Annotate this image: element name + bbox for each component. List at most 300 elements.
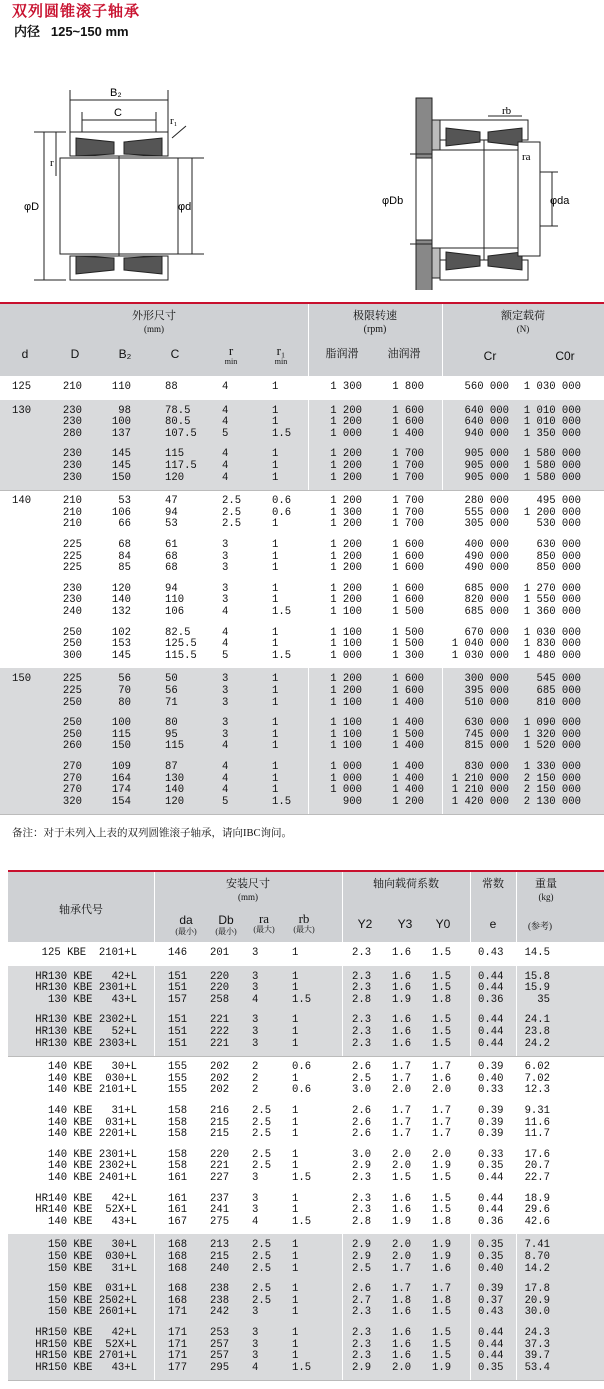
table-cell: 168 bbox=[168, 1294, 188, 1307]
table-cell: 1 200 bbox=[330, 582, 362, 595]
group-speed: 极限转速 (rpm) bbox=[353, 310, 397, 335]
table-cell: 1 800 bbox=[392, 381, 424, 393]
table-cell: 1 100 bbox=[330, 626, 362, 639]
table-cell: 242 bbox=[210, 1306, 230, 1319]
table-cell: 1 100 bbox=[330, 740, 362, 753]
table-cell: 2.3 bbox=[352, 1350, 372, 1363]
table-cell: 495 000 bbox=[536, 495, 581, 508]
table-cell: 820 000 bbox=[464, 594, 509, 607]
table-cell: 100 bbox=[111, 717, 131, 730]
mounting-table bbox=[0, 870, 604, 1389]
table-cell: 94 bbox=[165, 506, 178, 519]
table-cell: 3 bbox=[222, 685, 229, 697]
col-ref: (参考) bbox=[528, 921, 552, 931]
table-cell: 1 bbox=[292, 1204, 299, 1217]
table-cell: 1 bbox=[272, 696, 279, 709]
table-cell: 2.5 bbox=[252, 1294, 272, 1307]
table-cell: 830 000 bbox=[464, 761, 509, 773]
table-cell: 0.44 bbox=[478, 1037, 504, 1050]
col-Cr: Cr bbox=[483, 349, 497, 363]
table-cell: 130 bbox=[165, 772, 185, 785]
table-cell: 120 bbox=[111, 582, 131, 595]
table-cell: 3 bbox=[222, 728, 229, 741]
table-cell: 1 bbox=[292, 1148, 299, 1161]
mounting-table-header bbox=[8, 870, 604, 942]
table-cell: 140 KBE 2201+L bbox=[47, 1128, 137, 1141]
table-cell: 18.9 bbox=[524, 1192, 550, 1205]
table-cell: 84 bbox=[118, 550, 131, 563]
table-cell: 132 bbox=[111, 606, 131, 618]
table-cell: 80 bbox=[118, 696, 131, 709]
table-cell: 1.7 bbox=[392, 1262, 412, 1275]
table-cell: 0.6 bbox=[272, 495, 292, 508]
table-cell: 4 bbox=[222, 740, 229, 753]
table-cell: 1 500 bbox=[392, 626, 424, 639]
table-cell: HR130 KBE 52+L bbox=[35, 1026, 137, 1038]
table-cell: 154 bbox=[111, 795, 131, 808]
table-cell: 1.9 bbox=[432, 1251, 452, 1263]
col-Db: Db (最小) bbox=[215, 913, 237, 936]
table-cell: 1.5 bbox=[432, 1204, 452, 1217]
table-cell: 1 bbox=[292, 1262, 299, 1275]
table-cell: 2.5 bbox=[252, 1148, 272, 1161]
table-cell: 1 bbox=[272, 416, 279, 429]
table-cell: 490 000 bbox=[464, 562, 509, 575]
table-cell: 225 bbox=[62, 539, 82, 551]
col-da: da (最小) bbox=[175, 913, 197, 936]
table-cell: 0.39 bbox=[478, 1105, 504, 1117]
table-cell: 850 000 bbox=[536, 562, 581, 575]
table-cell: 2.5 bbox=[222, 518, 242, 531]
table-cell: 140 KBE 031+L bbox=[47, 1116, 137, 1129]
table-cell: 3 bbox=[252, 982, 259, 995]
table-cell: 280 bbox=[62, 427, 82, 440]
table-cell: 3 bbox=[252, 1014, 259, 1027]
table-cell: 150 bbox=[111, 471, 131, 484]
table-cell: 250 bbox=[62, 638, 82, 651]
table-cell: 1.5 bbox=[432, 947, 452, 959]
table-cell: 1 bbox=[272, 550, 279, 563]
table-cell: 1 200 bbox=[330, 594, 362, 607]
table-cell: 2.9 bbox=[352, 1361, 372, 1374]
group-weight: 重量 (kg) bbox=[535, 878, 557, 902]
table-cell: 1.7 bbox=[392, 1128, 412, 1141]
table-cell: 1.7 bbox=[392, 1105, 412, 1117]
col-Y0: Y0 bbox=[435, 917, 451, 931]
group-load: 额定载荷 (N) bbox=[501, 310, 545, 334]
table-cell: 3 bbox=[252, 1204, 259, 1217]
table-cell: 109 bbox=[111, 761, 131, 773]
table-cell: 0.39 bbox=[478, 1061, 504, 1074]
table-cell: 125.5 bbox=[165, 638, 197, 651]
table-cell: 56 bbox=[118, 673, 131, 686]
table-cell: 1.7 bbox=[432, 1283, 452, 1296]
table-cell: 2.5 bbox=[352, 1072, 372, 1085]
table-cell: 1 700 bbox=[392, 448, 424, 461]
table-cell: 225 bbox=[62, 550, 82, 563]
table-cell: 168 bbox=[168, 1283, 188, 1296]
table-cell: 151 bbox=[168, 970, 188, 983]
table-cell: 2.3 bbox=[352, 1327, 372, 1339]
table-cell: 164 bbox=[111, 772, 131, 785]
table-cell: 2.5 bbox=[252, 1105, 272, 1117]
table-cell: 158 bbox=[168, 1128, 188, 1141]
table-cell: 1 bbox=[292, 1306, 299, 1319]
table-cell: 2.5 bbox=[252, 1116, 272, 1129]
table-cell: 1 030 000 bbox=[523, 381, 581, 393]
table-cell: 1 600 bbox=[392, 539, 424, 551]
table-cell: 905 000 bbox=[464, 460, 509, 472]
table-cell: 4 bbox=[252, 1215, 259, 1228]
table-cell: 1 700 bbox=[392, 460, 424, 472]
table-cell: 145 bbox=[111, 448, 131, 461]
table-cell: 0.33 bbox=[478, 1084, 504, 1097]
table-cell: 130 KBE 43+L bbox=[47, 993, 137, 1006]
table-cell: 1 200 bbox=[330, 562, 362, 575]
table-cell: 3 bbox=[222, 562, 229, 575]
table-cell: 1 700 bbox=[392, 471, 424, 484]
bore-value: 125~150 mm bbox=[50, 24, 129, 39]
table-cell: 1.7 bbox=[392, 1283, 412, 1296]
table-cell: 1.6 bbox=[392, 947, 412, 959]
table-cell: 71 bbox=[165, 696, 178, 709]
table-cell: 12.3 bbox=[524, 1084, 550, 1097]
table-cell: 5 bbox=[222, 649, 229, 662]
table-cell: 257 bbox=[210, 1350, 230, 1363]
table-cell: 53.4 bbox=[524, 1361, 550, 1374]
group-const: 常数 bbox=[482, 878, 504, 890]
table-cell: 4 bbox=[222, 638, 229, 651]
table-cell: 1 360 000 bbox=[523, 606, 581, 618]
table-cell: 171 bbox=[168, 1350, 188, 1363]
table-cell: 1.5 bbox=[432, 1350, 452, 1363]
table-cell: 4 bbox=[222, 606, 229, 618]
table-cell: 210 bbox=[62, 506, 82, 519]
table-cell: 0.39 bbox=[478, 1128, 504, 1141]
table-cell: 745 000 bbox=[464, 728, 509, 741]
table-cell: HR140 KBE 42+L bbox=[35, 1192, 137, 1205]
table-cell: 168 bbox=[168, 1239, 188, 1252]
table-cell: 4 bbox=[252, 1361, 259, 1374]
table-cell: 810 000 bbox=[536, 696, 581, 709]
table-cell: 4 bbox=[222, 761, 229, 773]
table-cell: 685 000 bbox=[464, 582, 509, 595]
table-cell: 1 200 bbox=[330, 404, 362, 417]
dim-rb-label: rb bbox=[502, 105, 512, 117]
table-cell: 1 bbox=[272, 562, 279, 575]
table-cell: 2 130 000 bbox=[523, 795, 581, 808]
table-cell: 0.36 bbox=[478, 1215, 504, 1228]
table-cell: 560 000 bbox=[464, 381, 509, 393]
table-cell: 230 bbox=[62, 460, 82, 472]
table-cell: 3 bbox=[222, 582, 229, 595]
table-cell: 1.7 bbox=[432, 1116, 452, 1129]
table-cell: 161 bbox=[168, 1204, 188, 1217]
table-cell: 171 bbox=[168, 1338, 188, 1351]
table-cell: 2.0 bbox=[392, 1148, 412, 1161]
table-cell: 1 200 bbox=[330, 495, 362, 508]
table-cell: 1 bbox=[272, 539, 279, 551]
table-cell: 1 520 000 bbox=[523, 740, 581, 753]
table-cell: 150 KBE 30+L bbox=[47, 1239, 137, 1252]
table-cell: 24.3 bbox=[524, 1327, 550, 1339]
table-cell: 171 bbox=[168, 1306, 188, 1319]
table-cell: 1.5 bbox=[432, 1306, 452, 1319]
table-cell: 3.0 bbox=[352, 1148, 372, 1161]
table-cell: 1 500 bbox=[392, 606, 424, 618]
table-cell: 1.6 bbox=[392, 1327, 412, 1339]
table-cell: 88 bbox=[165, 381, 178, 393]
table-cell: 2.3 bbox=[352, 982, 372, 995]
table-cell: 106 bbox=[111, 506, 131, 519]
table-cell: 155 bbox=[168, 1061, 188, 1074]
table-cell: HR130 KBE 2302+L bbox=[35, 1014, 137, 1027]
row-group-shade bbox=[0, 400, 604, 491]
table-cell: 0.37 bbox=[478, 1294, 504, 1307]
table-cell: 3 bbox=[252, 1172, 259, 1184]
table-cell: 1 bbox=[292, 1072, 299, 1085]
table-cell: 0.44 bbox=[478, 1338, 504, 1351]
table-cell: 1 210 000 bbox=[451, 772, 509, 785]
table-cell: 2.6 bbox=[352, 1116, 372, 1129]
table-cell: 0.39 bbox=[478, 1116, 504, 1129]
table-cell: 305 000 bbox=[464, 518, 509, 531]
table-cell: 2.7 bbox=[352, 1294, 372, 1307]
table-cell: 53 bbox=[118, 495, 131, 508]
table-cell: 2.0 bbox=[392, 1361, 412, 1374]
table-cell: 253 bbox=[210, 1327, 230, 1339]
table-cell: 1 bbox=[292, 1037, 299, 1050]
table-cell: 1 000 bbox=[330, 649, 362, 662]
table-cell: 1 200 bbox=[330, 471, 362, 484]
table-cell: 1.5 bbox=[272, 795, 292, 808]
dim-ra-label: ra bbox=[522, 151, 531, 163]
table-cell: 2.3 bbox=[352, 1014, 372, 1027]
table-cell: 1 bbox=[272, 448, 279, 461]
table-cell: 1 480 000 bbox=[523, 649, 581, 662]
table-cell: 3 bbox=[252, 1306, 259, 1319]
table-cell: 1 200 bbox=[330, 460, 362, 472]
table-cell: 115 bbox=[165, 740, 185, 753]
table-cell: 1 700 bbox=[392, 506, 424, 519]
table-cell: 2.5 bbox=[352, 1262, 372, 1275]
table-cell: 2 bbox=[252, 1084, 259, 1097]
table-cell: 2 bbox=[252, 1072, 259, 1085]
table-cell: 2.3 bbox=[352, 947, 372, 959]
table-cell: 1 bbox=[272, 772, 279, 785]
table-cell: 1 bbox=[272, 717, 279, 730]
table-cell: 61 bbox=[165, 539, 178, 551]
table-cell: 1 bbox=[272, 673, 279, 686]
table-cell: 238 bbox=[210, 1294, 230, 1307]
table-cell: 150 KBE 2502+L bbox=[47, 1294, 137, 1307]
table-cell: 240 bbox=[62, 606, 82, 618]
table-cell: 2.9 bbox=[352, 1160, 372, 1173]
table-cell: 1.5 bbox=[292, 1172, 312, 1184]
table-cell: 140 KBE 2401+L bbox=[47, 1172, 137, 1184]
table-cell: 150 bbox=[111, 740, 131, 753]
table-cell: HR150 KBE 52X+L bbox=[35, 1338, 137, 1351]
bearing-cross-section-diagram bbox=[20, 80, 220, 290]
table-cell: 1 830 000 bbox=[523, 638, 581, 651]
table-cell: 238 bbox=[210, 1283, 230, 1296]
table-cell: 0.43 bbox=[478, 947, 504, 959]
col-C: C bbox=[170, 347, 180, 361]
table-cell: 167 bbox=[168, 1215, 188, 1228]
table-cell: 7.41 bbox=[524, 1239, 550, 1252]
table-cell: 510 000 bbox=[464, 696, 509, 709]
table-cell: 220 bbox=[210, 1148, 230, 1161]
table-cell: 177 bbox=[168, 1361, 188, 1374]
table-cell: 640 000 bbox=[464, 416, 509, 429]
table-cell: 1 bbox=[272, 518, 279, 531]
table-cell: 1 600 bbox=[392, 562, 424, 575]
table-cell: 237 bbox=[210, 1192, 230, 1205]
table-cell: 3 bbox=[252, 1026, 259, 1038]
table-cell: 4 bbox=[222, 626, 229, 639]
table-cell: 1.7 bbox=[392, 1116, 412, 1129]
table-cell: 210 bbox=[62, 495, 82, 508]
table-cell: HR140 KBE 52X+L bbox=[35, 1204, 137, 1217]
dimensions-table bbox=[0, 302, 604, 820]
table-cell: 0.35 bbox=[478, 1160, 504, 1173]
table-cell: 140 KBE 2302+L bbox=[47, 1160, 137, 1173]
table-cell: 530 000 bbox=[536, 518, 581, 531]
table-cell: 1.6 bbox=[392, 1014, 412, 1027]
table-cell: 2.8 bbox=[352, 1215, 372, 1228]
table-cell: 151 bbox=[168, 982, 188, 995]
table-cell: 1.7 bbox=[392, 1061, 412, 1074]
table-cell: 150 KBE 31+L bbox=[47, 1262, 137, 1275]
table-cell: 215 bbox=[210, 1128, 230, 1141]
table-cell: 202 bbox=[210, 1072, 230, 1085]
table-cell: 158 bbox=[168, 1105, 188, 1117]
table-cell: 1 bbox=[292, 982, 299, 995]
group-dimensions: 外形尺寸 (mm) bbox=[132, 310, 176, 334]
table-cell: 640 000 bbox=[464, 404, 509, 417]
table-cell: 1.9 bbox=[432, 1361, 452, 1374]
col-D: D bbox=[70, 347, 80, 361]
table-cell: 0.44 bbox=[478, 1014, 504, 1027]
table-cell: 146 bbox=[168, 947, 188, 959]
table-cell: 280 000 bbox=[464, 495, 509, 508]
table-cell: 15.8 bbox=[524, 970, 550, 983]
table-cell: 2.3 bbox=[352, 1306, 372, 1319]
table-cell: 2.3 bbox=[352, 1338, 372, 1351]
table-cell: 35 bbox=[537, 993, 550, 1006]
table-cell: 1 bbox=[292, 1251, 299, 1263]
table-cell: 161 bbox=[168, 1172, 188, 1184]
table-cell: 1.5 bbox=[392, 1172, 412, 1184]
table-cell: 215 bbox=[210, 1116, 230, 1129]
table-cell: 4 bbox=[222, 460, 229, 472]
table-cell: 1.5 bbox=[432, 1014, 452, 1027]
bore-diameter-cell: 140 bbox=[12, 495, 32, 508]
table-cell: 1 300 bbox=[392, 649, 424, 662]
table-cell: 210 bbox=[62, 381, 82, 393]
table-cell: 1 200 bbox=[330, 673, 362, 686]
table-cell: 14.2 bbox=[524, 1262, 550, 1275]
table-cell: 1.7 bbox=[432, 1061, 452, 1074]
table-cell: 2.5 bbox=[222, 506, 242, 519]
table-cell: 0.40 bbox=[478, 1262, 504, 1275]
table-cell: 158 bbox=[168, 1116, 188, 1129]
col-grease: 脂润滑 bbox=[325, 348, 359, 360]
table-note: 备注：对于未列入上表的双列圆锥滚子轴承，请向IBC询问。 bbox=[12, 828, 293, 839]
table-cell: 66 bbox=[118, 518, 131, 531]
col-code: 轴承代号 bbox=[59, 904, 103, 916]
table-cell: 1 040 000 bbox=[451, 638, 509, 651]
table-cell: 215 bbox=[210, 1251, 230, 1263]
table-cell: 210 bbox=[62, 518, 82, 531]
table-cell: 95 bbox=[165, 728, 178, 741]
table-cell: 850 000 bbox=[536, 550, 581, 563]
table-cell: 1 200 000 bbox=[523, 506, 581, 519]
table-cell: 1 bbox=[292, 1338, 299, 1351]
table-cell: 168 bbox=[168, 1262, 188, 1275]
table-cell: 68 bbox=[165, 562, 178, 575]
col-Y3: Y3 bbox=[397, 917, 413, 931]
table-cell: 6.02 bbox=[524, 1061, 550, 1074]
table-cell: 2.6 bbox=[352, 1283, 372, 1296]
table-cell: 150 KBE 2601+L bbox=[47, 1306, 137, 1319]
table-cell: 42.6 bbox=[524, 1215, 550, 1228]
table-cell: 168 bbox=[168, 1251, 188, 1263]
table-cell: 0.36 bbox=[478, 993, 504, 1006]
table-cell: 1.7 bbox=[392, 1072, 412, 1085]
table-cell: 0.6 bbox=[272, 506, 292, 519]
table-cell: 1.6 bbox=[432, 1072, 452, 1085]
table-cell: 151 bbox=[168, 1037, 188, 1050]
table-cell: 220 bbox=[210, 982, 230, 995]
table-cell: 37.3 bbox=[524, 1338, 550, 1351]
table-cell: 1.7 bbox=[432, 1128, 452, 1141]
table-cell: 225 bbox=[62, 562, 82, 575]
table-cell: 3 bbox=[252, 1338, 259, 1351]
table-cell: 140 KBE 31+L bbox=[47, 1105, 137, 1117]
table-cell: 1 bbox=[292, 1239, 299, 1252]
table-cell: 2.0 bbox=[392, 1251, 412, 1263]
table-cell: 1.6 bbox=[392, 1037, 412, 1050]
table-cell: 155 bbox=[168, 1084, 188, 1097]
table-cell: 1 bbox=[292, 1014, 299, 1027]
table-cell: 555 000 bbox=[464, 506, 509, 519]
table-cell: 115.5 bbox=[165, 649, 197, 662]
table-cell: 1.9 bbox=[432, 1160, 452, 1173]
table-cell: 2.3 bbox=[352, 1037, 372, 1050]
table-cell: 68 bbox=[118, 539, 131, 551]
table-cell: 151 bbox=[168, 1026, 188, 1038]
bore-diameter-cell: 150 bbox=[12, 673, 32, 686]
table-cell: 1 bbox=[292, 1105, 299, 1117]
table-cell: 3 bbox=[222, 717, 229, 730]
table-cell: 1 600 bbox=[392, 550, 424, 563]
table-cell: 2.8 bbox=[352, 993, 372, 1006]
table-cell: 1 010 000 bbox=[523, 404, 581, 417]
table-cell: 24.1 bbox=[524, 1014, 550, 1027]
table-cell: 1 400 bbox=[392, 717, 424, 730]
table-cell: 158 bbox=[168, 1148, 188, 1161]
table-cell: HR130 KBE 42+L bbox=[35, 970, 137, 983]
table-cell: 250 bbox=[62, 696, 82, 709]
table-cell: 685 000 bbox=[464, 606, 509, 618]
table-cell: 3 bbox=[252, 970, 259, 983]
table-cell: 0.44 bbox=[478, 982, 504, 995]
table-cell: 1 000 bbox=[330, 427, 362, 440]
table-cell: 1 400 bbox=[392, 784, 424, 797]
table-cell: 1.5 bbox=[432, 982, 452, 995]
table-cell: HR150 KBE 2701+L bbox=[35, 1350, 137, 1363]
